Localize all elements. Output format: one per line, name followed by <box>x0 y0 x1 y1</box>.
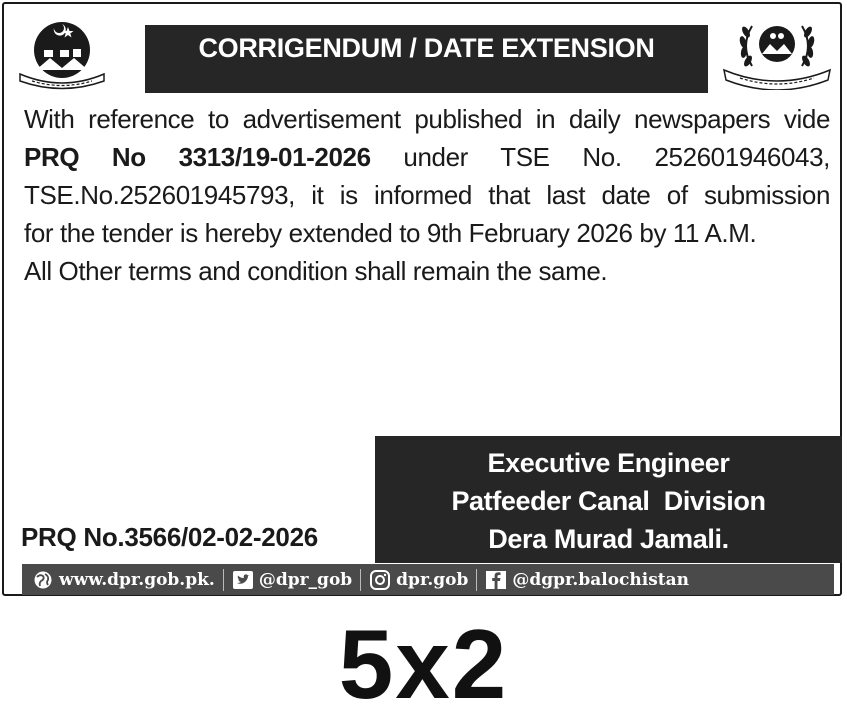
twitter-link[interactable] <box>232 570 352 590</box>
notice-prq-reference: PRQ No 3313/19-01-2026 <box>24 142 371 172</box>
instagram-link[interactable] <box>369 570 468 590</box>
instagram-handle: dpr.gob <box>396 569 469 590</box>
prq-reference: PRQ No.3566/02-02-2026 <box>21 522 318 552</box>
dgpr-emblem-logo <box>718 16 836 90</box>
signature-location: Dera Murad Jamali. <box>488 524 729 554</box>
footer-divider <box>223 569 224 591</box>
notice-line-4: for the tender is hereby extended to 9th February 2026 by 11 A.M. <box>24 218 757 248</box>
notice-body <box>24 100 830 290</box>
notice-line-5: All Other terms and condition shall remain the same. <box>24 256 608 286</box>
title-banner <box>145 25 708 93</box>
facebook-handle: @dgpr.balochistan <box>512 569 690 590</box>
globe-icon <box>32 570 54 590</box>
advertisement-frame <box>2 2 842 596</box>
website-text: www.dpr.gob.pk. <box>59 569 215 590</box>
notice-line-3: TSE.No.252601945793, it is informed that last date of submission <box>24 180 830 210</box>
website-link[interactable] <box>32 570 215 590</box>
twitter-handle: @dpr_gob <box>258 569 353 590</box>
facebook-icon <box>485 570 507 590</box>
footer-contact-bar <box>22 564 834 595</box>
footer-divider <box>360 569 361 591</box>
twitter-icon <box>232 570 254 590</box>
signature-designation: Executive Engineer <box>487 448 730 478</box>
page-title: CORRIGENDUM / DATE EXTENSION <box>198 33 655 63</box>
notice-line-2 <box>24 138 830 176</box>
ad-size-label: 5x2 <box>338 609 509 719</box>
notice-line-1: With reference to advertisement published in daily newspapers vide <box>24 104 830 134</box>
footer-divider <box>476 569 477 591</box>
signature-division: Patfeeder Canal Division <box>451 486 766 516</box>
instagram-icon <box>369 570 391 590</box>
balochistan-emblem-logo <box>16 18 108 90</box>
facebook-link[interactable] <box>485 570 689 590</box>
signature-block <box>375 436 842 563</box>
notice-tse-number: under TSE No. 252601946043, <box>370 142 830 172</box>
